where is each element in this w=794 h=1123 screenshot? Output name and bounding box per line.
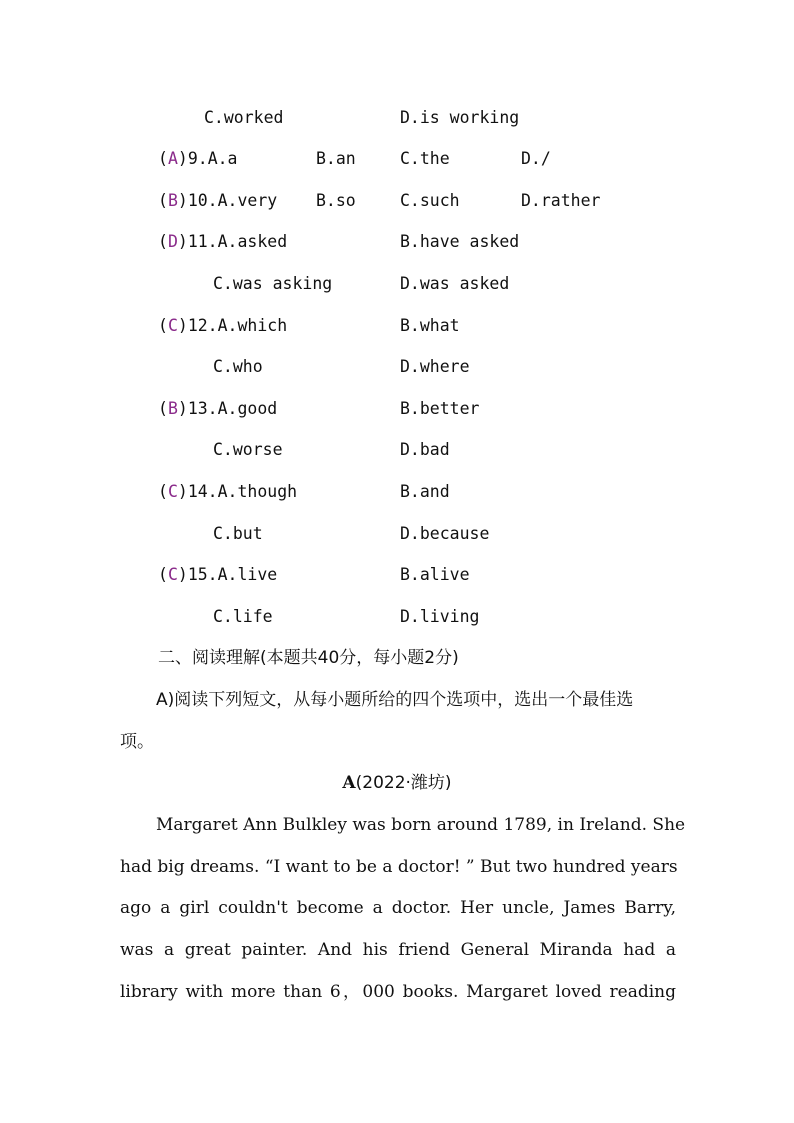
answer-mark: (D)11.A.asked xyxy=(158,232,288,251)
answer-mark: (C)14.A.though xyxy=(158,482,298,501)
option-d: D./ xyxy=(521,149,551,168)
question-row xyxy=(0,394,794,424)
option-c: C.worse xyxy=(213,440,283,459)
passage-line: ago a girl couldn't become a doctor. Her uncle, James Barry, xyxy=(120,898,676,918)
option-b: B.better xyxy=(400,399,480,418)
option-b: B.and xyxy=(400,482,450,501)
option-b: B.have asked xyxy=(400,232,520,251)
passage-line: library with more than 6，000 books. Margaret loved reading xyxy=(120,982,676,1002)
option-d: D.rather xyxy=(521,191,601,210)
passage-source: (2022·潍坊) xyxy=(355,773,452,793)
option-d: D.is working xyxy=(400,108,520,127)
option-b: B.what xyxy=(400,316,460,335)
option-c: C.who xyxy=(213,357,263,376)
option-d: D.living xyxy=(400,607,480,626)
option-c: C.worked xyxy=(204,108,284,127)
question-row xyxy=(0,477,794,507)
question-row xyxy=(0,560,794,590)
option-c: C.was asking xyxy=(213,274,333,293)
section-title: 二、阅读理解(本题共40分，每小题2分) xyxy=(158,648,459,668)
option-d: D.because xyxy=(400,524,490,543)
option-row xyxy=(0,435,794,465)
option-c: C.the xyxy=(400,149,450,168)
question-row xyxy=(0,311,794,341)
question-row xyxy=(0,227,794,257)
answer-mark: (B)10.A.very xyxy=(158,191,278,210)
option-row xyxy=(0,602,794,632)
passage-line: had big dreams. “I want to be a doctor! ” But two hundred years xyxy=(120,857,678,877)
option-row xyxy=(0,519,794,549)
answer-mark: (C)12.A.which xyxy=(158,316,288,335)
option-d: D.was asked xyxy=(400,274,510,293)
option-d: D.bad xyxy=(400,440,450,459)
option-row xyxy=(0,352,794,382)
option-b: B.so xyxy=(316,191,356,210)
instruction: A)阅读下列短文，从每小题所给的四个选项中，选出一个最佳选 xyxy=(156,690,634,710)
passage-line: was a great painter. And his friend General Miranda had a xyxy=(120,940,676,960)
option-row xyxy=(0,269,794,299)
option-c: C.life xyxy=(213,607,273,626)
passage-line: Margaret Ann Bulkley was born around 1789, in Ireland. She xyxy=(156,815,686,835)
option-c: C.but xyxy=(213,524,263,543)
question-row xyxy=(0,186,794,216)
option-c: C.such xyxy=(400,191,460,210)
answer-mark: (C)15.A.live xyxy=(158,565,278,584)
answer-mark: (B)13.A.good xyxy=(158,399,278,418)
instruction-continued: 项。 xyxy=(120,732,154,752)
option-d: D.where xyxy=(400,357,470,376)
question-row xyxy=(0,144,794,174)
option-b: B.an xyxy=(316,149,356,168)
option-b: B.alive xyxy=(400,565,470,584)
option-row xyxy=(0,103,794,133)
passage-heading xyxy=(0,768,794,798)
answer-mark: (A)9.A.a xyxy=(158,149,238,168)
passage-label: A xyxy=(342,773,356,793)
